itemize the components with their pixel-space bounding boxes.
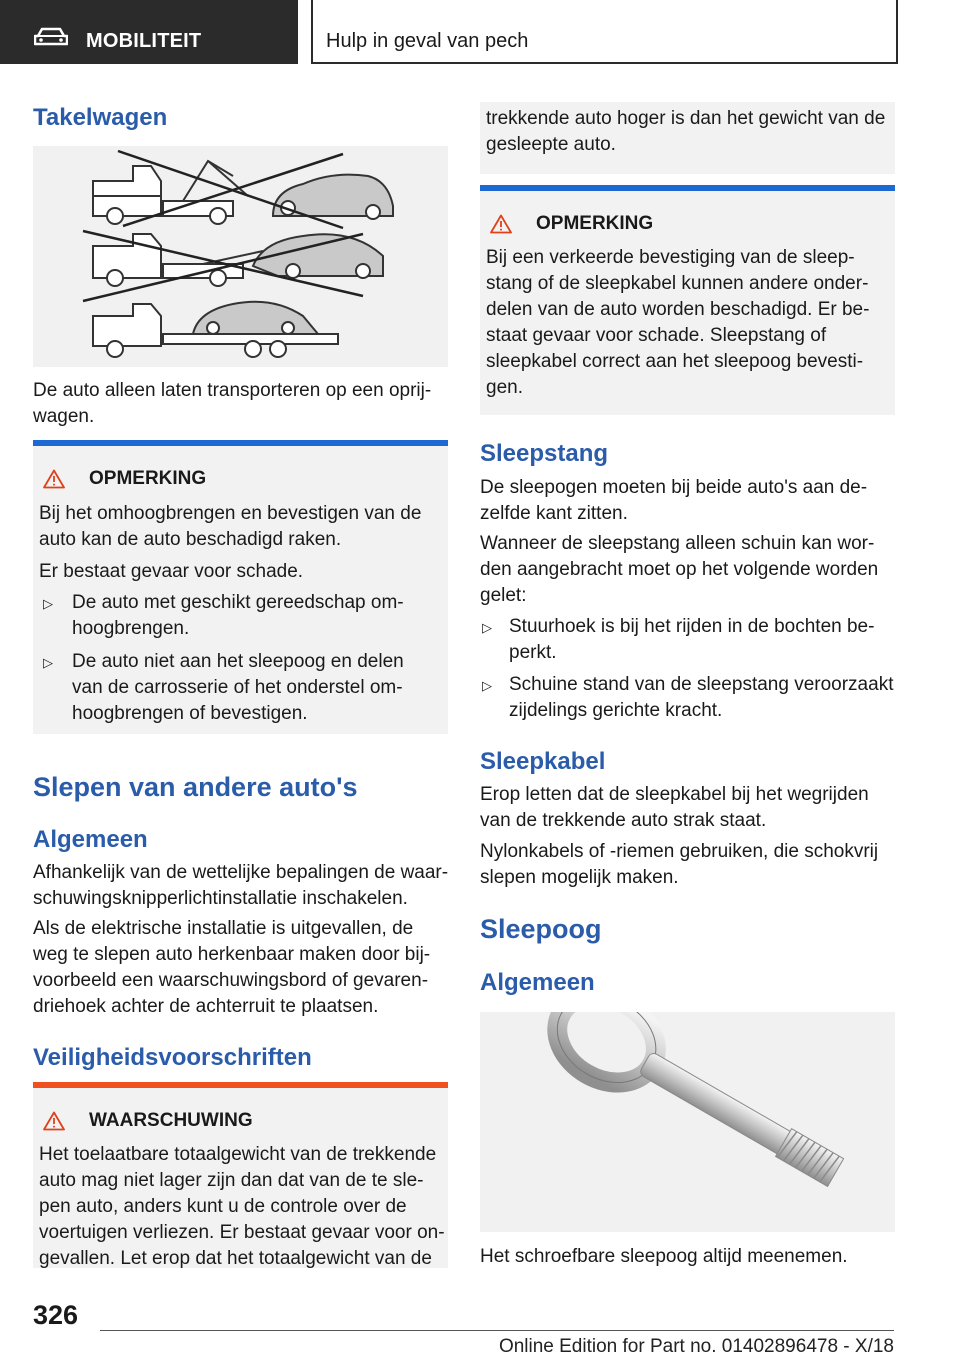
warning-title bbox=[43, 1110, 253, 1132]
warning-title-text: WAARSCHUWING bbox=[89, 1110, 253, 1131]
warning-text: trekkende auto hoger is dan het gewicht van de gesleepte auto. bbox=[486, 108, 886, 155]
heading-algemeen-2: Algemeen bbox=[480, 969, 595, 996]
note-title bbox=[43, 468, 206, 490]
tow-truck-illustration bbox=[33, 146, 448, 367]
list-item: ▷ Stuurhoek is bij het rijden in de bochten be- perkt. bbox=[480, 614, 900, 666]
list-item: ▷ De auto niet aan het sleepoog en delen van de carrosserie of het onderstel om- hoogbrengen of bevestigen. bbox=[39, 649, 444, 727]
figure-caption-sleepoog: Het schroefbare sleepoog altijd meenemen. bbox=[480, 1246, 848, 1267]
figure-caption-takelwagen: De auto alleen laten transporteren op een oprij- wagen. bbox=[33, 380, 432, 427]
list-item: ▷ Schuine stand van de sleepstang veroorzaakt zijdelings gerichte kracht. bbox=[480, 672, 900, 724]
bullet-triangle-icon: ▷ bbox=[43, 655, 53, 670]
tow-truck-figure bbox=[33, 146, 448, 367]
note-paragraph: Bij het omhoogbrengen en bevestigen van de auto kan de auto beschadigd raken. bbox=[39, 503, 422, 550]
heading-sleepstang: Sleepstang bbox=[480, 440, 609, 467]
section-tab bbox=[0, 0, 298, 64]
heading-veiligheid: Veiligheidsvoorschriften bbox=[33, 1044, 312, 1071]
warning-box bbox=[33, 1088, 448, 1268]
warning-text: Het toelaatbare totaalgewicht van de trekkende auto mag niet lager zijn dan dat van de te sle- pen auto, anders kunt u de controle over de voertuigen verliezen. Er bestaat gevaar voor on- gevallen. Let erop dat het totaalgewicht van de bbox=[39, 1144, 445, 1269]
chapter-tab bbox=[311, 0, 898, 64]
bullet-triangle-icon: ▷ bbox=[482, 620, 492, 635]
heading-takelwagen: Takelwagen bbox=[33, 104, 168, 131]
tow-eye-figure bbox=[480, 1012, 895, 1232]
tow-eye-illustration bbox=[480, 1012, 895, 1232]
car-icon bbox=[34, 27, 68, 52]
note-title-text: OPMERKING bbox=[536, 213, 654, 234]
footer-divider bbox=[100, 1330, 894, 1331]
heading-sleepkabel: Sleepkabel bbox=[480, 748, 606, 775]
note-box-1 bbox=[33, 446, 448, 734]
warning-triangle-icon bbox=[43, 469, 65, 489]
warning-triangle-icon bbox=[43, 1111, 65, 1131]
paragraph: Als de elektrische installatie is uitgevallen, de weg te slepen auto herkenbaar maken door bij- voorbeeld een waarschuwingsbord of gevaren- driehoek achter de achterruit te plaatsen. bbox=[33, 918, 431, 1017]
note-title-text: OPMERKING bbox=[89, 468, 207, 489]
paragraph: Afhankelijk van de wettelijke bepalingen de waar- schuwingsknipperlichtinstallatie inschakelen. bbox=[33, 862, 449, 909]
note-box-2 bbox=[480, 191, 895, 415]
heading-algemeen: Algemeen bbox=[33, 826, 148, 853]
note-title bbox=[490, 213, 653, 235]
warning-box-continued bbox=[480, 102, 895, 174]
paragraph: Wanneer de sleepstang alleen schuin kan wor- den aangebracht moet op het volgende worden gelet: bbox=[480, 533, 879, 606]
bullet-triangle-icon: ▷ bbox=[482, 678, 492, 693]
page-header bbox=[0, 0, 960, 66]
note-text: Bij een verkeerde bevestiging van de sleep- stang of de sleepkabel kunnen andere onder- delen van de auto worden beschadigd. Er be- staat gevaar voor schade. Sleepstang of sleepkabel correct aan het sleepoog bevesti- gen. bbox=[486, 247, 870, 398]
page-number: 326 bbox=[33, 1300, 79, 1330]
chapter-title: Hulp in geval van pech bbox=[326, 30, 529, 52]
paragraph: Nylonkabels of -riemen gebruiken, die schokvrij slepen mogelijk maken. bbox=[480, 841, 879, 888]
note-paragraph: Er bestaat gevaar voor schade. bbox=[39, 561, 304, 582]
edition-note: Online Edition for Part no. 01402896478 - X/18 bbox=[498, 1336, 894, 1357]
section-title: MOBILITEIT bbox=[86, 30, 202, 52]
heading-sleepoog: Sleepoog bbox=[480, 914, 602, 944]
paragraph: De sleepogen moeten bij beide auto's aan de- zelfde kant zitten. bbox=[480, 477, 868, 524]
bullet-triangle-icon: ▷ bbox=[43, 596, 53, 611]
warning-triangle-icon bbox=[490, 214, 512, 234]
list-item: ▷ De auto met geschikt gereedschap om- hoogbrengen. bbox=[39, 590, 444, 642]
paragraph: Erop letten dat de sleepkabel bij het wegrijden van de trekkende auto strak staat. bbox=[480, 784, 869, 831]
heading-slepen: Slepen van andere auto's bbox=[33, 772, 358, 802]
